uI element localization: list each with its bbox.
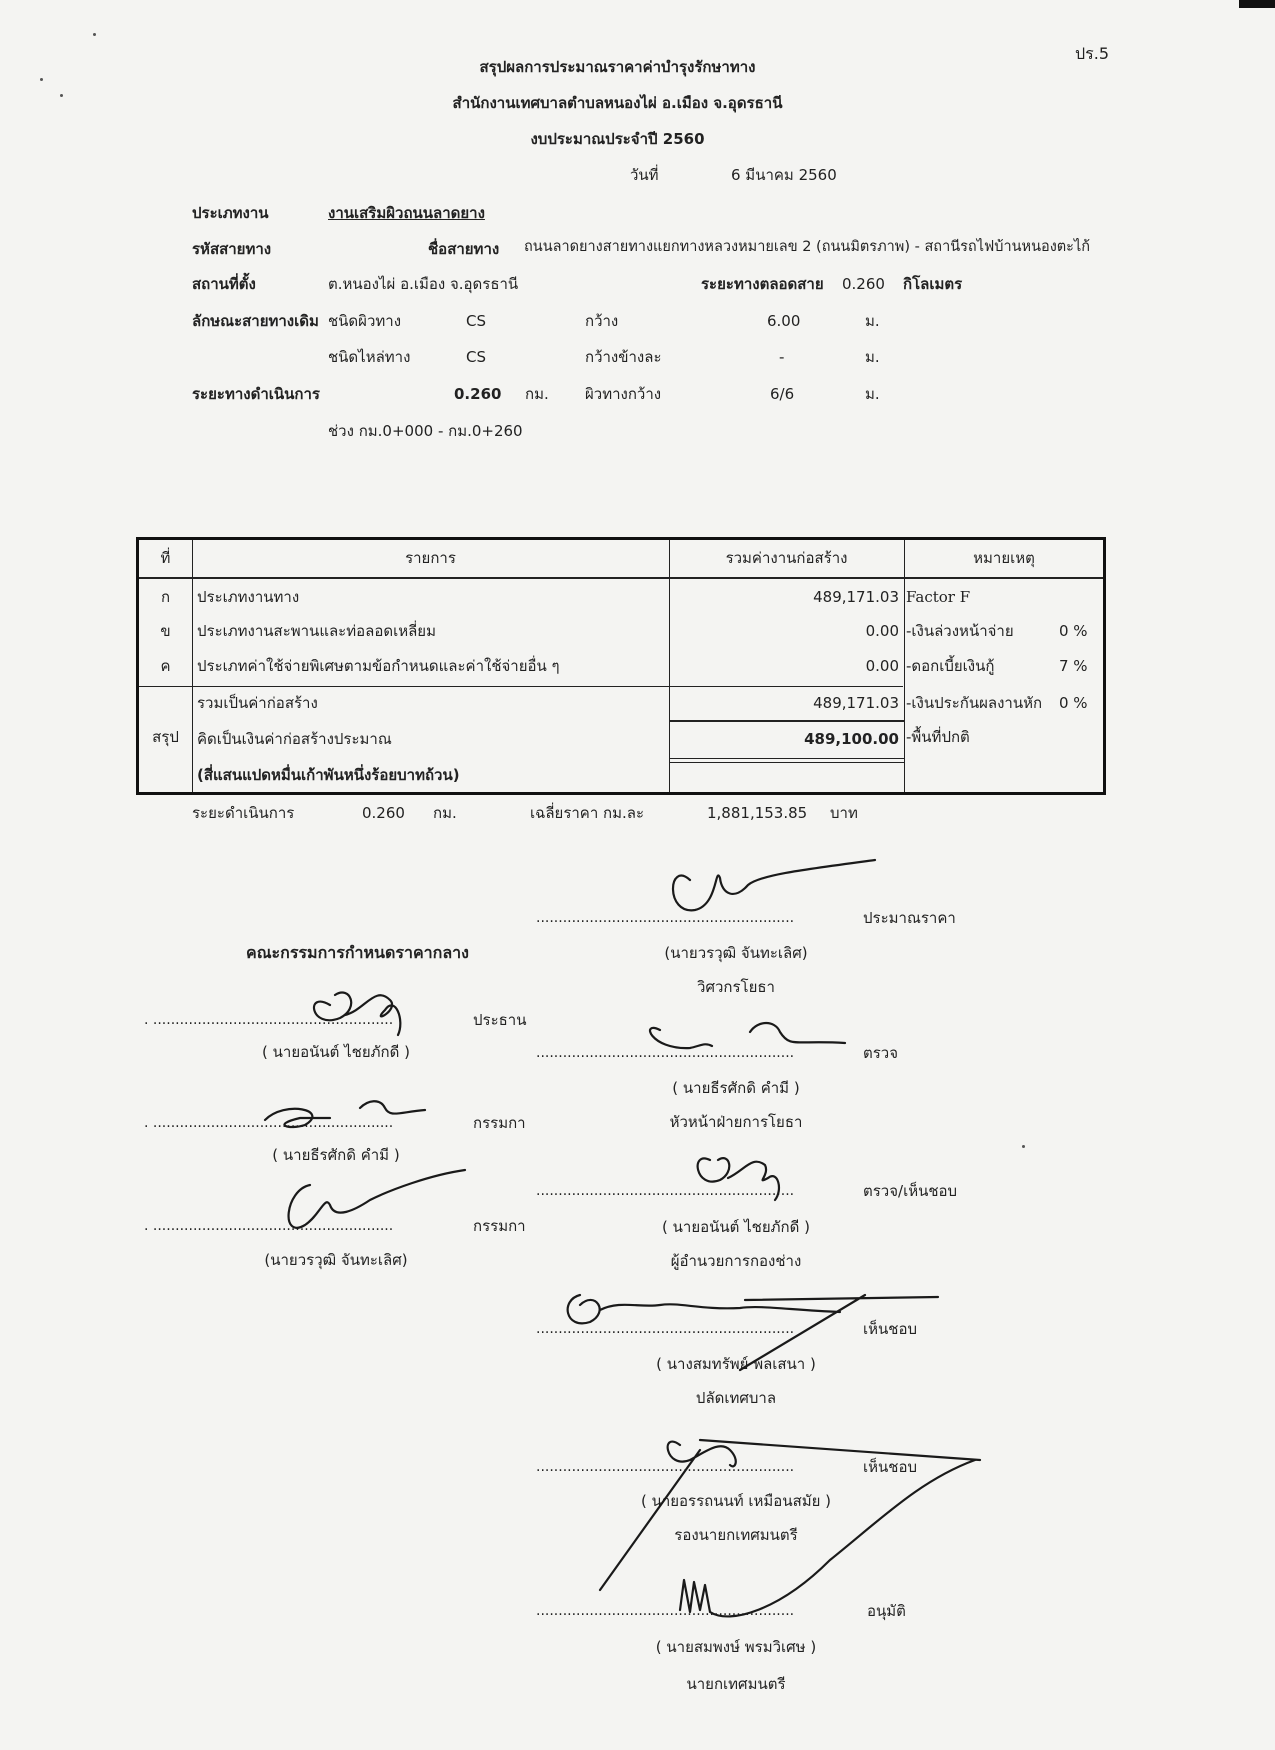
shoulder-width-label: กว้างข้างละ — [585, 348, 662, 366]
avg-price-label: เฉลี่ยราคา กม.ละ — [530, 804, 645, 822]
shoulder-width-unit: ม. — [865, 348, 880, 366]
surface-width-value: 6/6 — [770, 385, 795, 403]
width-value: 6.00 — [767, 312, 801, 330]
row-item: ประเภทงานทาง — [197, 588, 300, 606]
surface-type-value: CS — [466, 312, 486, 330]
location-value: ต.หนองไผ่ อ.เมือง จ.อุดรธานี — [328, 275, 519, 293]
signer-name: ( นายธีรศักดิ คำมี ) — [272, 1146, 400, 1164]
signature-deputy-mayor — [600, 1440, 980, 1590]
op-length-unit: กม. — [433, 804, 457, 822]
committee-title: คณะกรรมการกำหนดราคากลาง — [246, 943, 469, 962]
op-length-label: ระยะดำเนินการ — [192, 804, 295, 822]
remark-label: -เงินล่วงหน้าจ่าย — [906, 622, 1014, 640]
signer-position: วิศวกรโยธา — [697, 978, 775, 996]
signature-chairman — [314, 993, 400, 1035]
row-no: ค — [160, 657, 171, 675]
amount-in-words: (สี่แสนแปดหมื่นเก้าพันหนึ่งร้อยบาทถ้วน) — [197, 766, 460, 784]
signer-name: ( นายอรรถนนท์ เหมือนสมัย ) — [640, 1492, 832, 1510]
summary-label: สรุป — [152, 728, 179, 746]
work-type-value: งานเสริมผิวถนนลาดยาง — [328, 204, 485, 222]
op-length-value: 0.260 — [362, 804, 405, 822]
signature-dots: . ...................................................... — [144, 1115, 394, 1131]
remark-label: -ดอกเบี้ยเงินกู้ — [906, 657, 995, 675]
signer-role: อนุมัติ — [867, 1602, 906, 1620]
work-type-label: ประเภทงาน — [192, 204, 269, 222]
surface-width-label: ผิวทางกว้าง — [585, 385, 662, 403]
budget-year: งบประมาณประจำปี 2560 — [530, 130, 705, 148]
total-length-label: ระยะทางตลอดสาย — [701, 275, 824, 293]
page-code: ปร.5 — [1075, 44, 1110, 63]
original-label: ลักษณะสายทางเดิม — [192, 312, 319, 330]
operation-length-label: ระยะทางดำเนินการ — [192, 385, 320, 403]
signer-position: ปลัดเทศบาล — [695, 1389, 777, 1407]
width-label: กว้าง — [585, 312, 619, 330]
surface-width-unit: ม. — [865, 385, 880, 403]
signer-role: เห็นชอบ — [863, 1320, 917, 1338]
signer-name: ( นายอนันต์ ไชยภักดี ) — [662, 1218, 810, 1236]
signer-role: ตรวจ — [863, 1044, 899, 1062]
remark-value: 7 % — [1059, 657, 1088, 675]
signature-dots: .......................................................... — [536, 910, 795, 926]
header-remark: หมายเหตุ — [973, 549, 1035, 567]
signature-dots: .......................................................... — [536, 1183, 795, 1199]
signer-name: (นายวรวุฒิ จันทะเลิศ) — [664, 944, 808, 962]
location-label: สถานที่ตั้ง — [192, 275, 256, 293]
shoulder-width-value: - — [779, 348, 785, 366]
signer-position: นายกเทศมนตรี — [686, 1675, 786, 1693]
signer-name: ( นายธีรศักดิ คำมี ) — [672, 1079, 800, 1097]
row-no: ข — [160, 622, 171, 640]
remark-label: -เงินประกันผลงานหัก — [906, 694, 1043, 712]
row-item: ประเภทงานสะพานและท่อลอดเหลี่ยม — [197, 622, 436, 640]
row-amount: 0.00 — [865, 622, 899, 640]
header-no: ที่ — [160, 549, 171, 567]
avg-price-value: 1,881,153.85 — [707, 804, 808, 822]
remark-label: Factor F — [906, 588, 971, 606]
row-item: ประเภทค่าใช้จ่ายพิเศษตามข้อกำหนดและค่าใช้จ่ายอื่น ๆ — [197, 657, 560, 675]
section-range: ช่วง กม.0+000 - กม.0+260 — [328, 422, 523, 440]
date-label: วันที่ — [630, 166, 659, 184]
signer-name: ( นางสมทรัพย์ พลเสนา ) — [656, 1355, 816, 1373]
remark-value: 0 % — [1059, 694, 1088, 712]
signature-estimator — [673, 860, 875, 910]
signature-dots: .......................................................... — [536, 1045, 795, 1061]
signature-dots: . ...................................................... — [144, 1012, 394, 1028]
agency: สำนักงานเทศบาลตำบลหนองไผ่ อ.เมือง จ.อุดรธานี — [452, 94, 783, 112]
row-amount: 0.00 — [865, 657, 899, 675]
signer-position: รองนายกเทศมนตรี — [674, 1526, 798, 1544]
summary-item: รวมเป็นค่าก่อสร้าง — [197, 694, 318, 712]
operation-length-value: 0.260 — [454, 385, 502, 403]
route-name-label: ชื่อสายทาง — [428, 240, 500, 258]
shoulder-type-value: CS — [466, 348, 486, 366]
signer-role: กรรมกา — [473, 1217, 526, 1235]
signer-name: ( นายสมพงษ์ พรมวิเศษ ) — [655, 1638, 817, 1656]
signer-role: ตรวจ/เห็นชอบ — [863, 1182, 958, 1200]
header-item: รายการ — [405, 549, 456, 567]
remark-value: 0 % — [1059, 622, 1088, 640]
date-value: 6 มีนาคม 2560 — [731, 166, 837, 184]
total-length-unit: กิโลเมตร — [903, 275, 963, 293]
currency: บาท — [830, 804, 858, 822]
signer-name: (นายวรวุฒิ จันทะเลิศ) — [264, 1251, 408, 1269]
signer-role: เห็นชอบ — [863, 1458, 917, 1476]
shoulder-type-label: ชนิดไหล่ทาง — [328, 348, 411, 366]
row-amount: 489,171.03 — [813, 588, 899, 606]
signer-position: หัวหน้าฝ่ายการโยธา — [669, 1113, 803, 1131]
operation-length-unit: กม. — [525, 385, 549, 403]
total-length-value: 0.260 — [842, 275, 885, 293]
route-name-value: ถนนลาดยางสายทางแยกทางหลวงหมายเลข 2 (ถนนมิตรภาพ) - สถานีรถไฟบ้านหนองตะไก้ — [524, 239, 1091, 255]
signer-name: ( นายอนันต์ ไชยภักดี ) — [262, 1043, 410, 1061]
signature-member-1 — [265, 1101, 425, 1127]
remark-label: -พื้นที่ปกติ — [906, 728, 970, 746]
doc-title: สรุปผลการประมาณราคาค่าบำรุงรักษาทาง — [479, 58, 756, 76]
signature-member-2 — [289, 1170, 465, 1228]
summary-amount: 489,171.03 — [813, 694, 899, 712]
signature-dots: .......................................................... — [536, 1603, 795, 1619]
row-no: ก — [160, 588, 171, 606]
signer-role: กรรมกา — [473, 1114, 526, 1132]
header-amount: รวมค่างานก่อสร้าง — [725, 549, 848, 567]
signer-position: ผู้อำนวยการกองช่าง — [670, 1252, 802, 1270]
signer-role: ประธาน — [473, 1011, 527, 1029]
signer-role: ประมาณราคา — [863, 909, 956, 927]
signature-dots: .......................................................... — [536, 1459, 795, 1475]
summary-amount: 489,100.00 — [804, 730, 899, 748]
summary-item: คิดเป็นเงินค่าก่อสร้างประมาณ — [197, 730, 392, 748]
signature-dots: .......................................................... — [536, 1321, 795, 1337]
signature-mayor — [680, 1460, 975, 1616]
signature-dots: . ...................................................... — [144, 1218, 394, 1234]
route-code-label: รหัสสายทาง — [192, 240, 272, 258]
signature-clerk — [568, 1295, 938, 1373]
signature-director — [698, 1158, 779, 1200]
surface-type-label: ชนิดผิวทาง — [328, 312, 402, 330]
width-unit: ม. — [865, 312, 880, 330]
signature-checker — [650, 1023, 845, 1048]
